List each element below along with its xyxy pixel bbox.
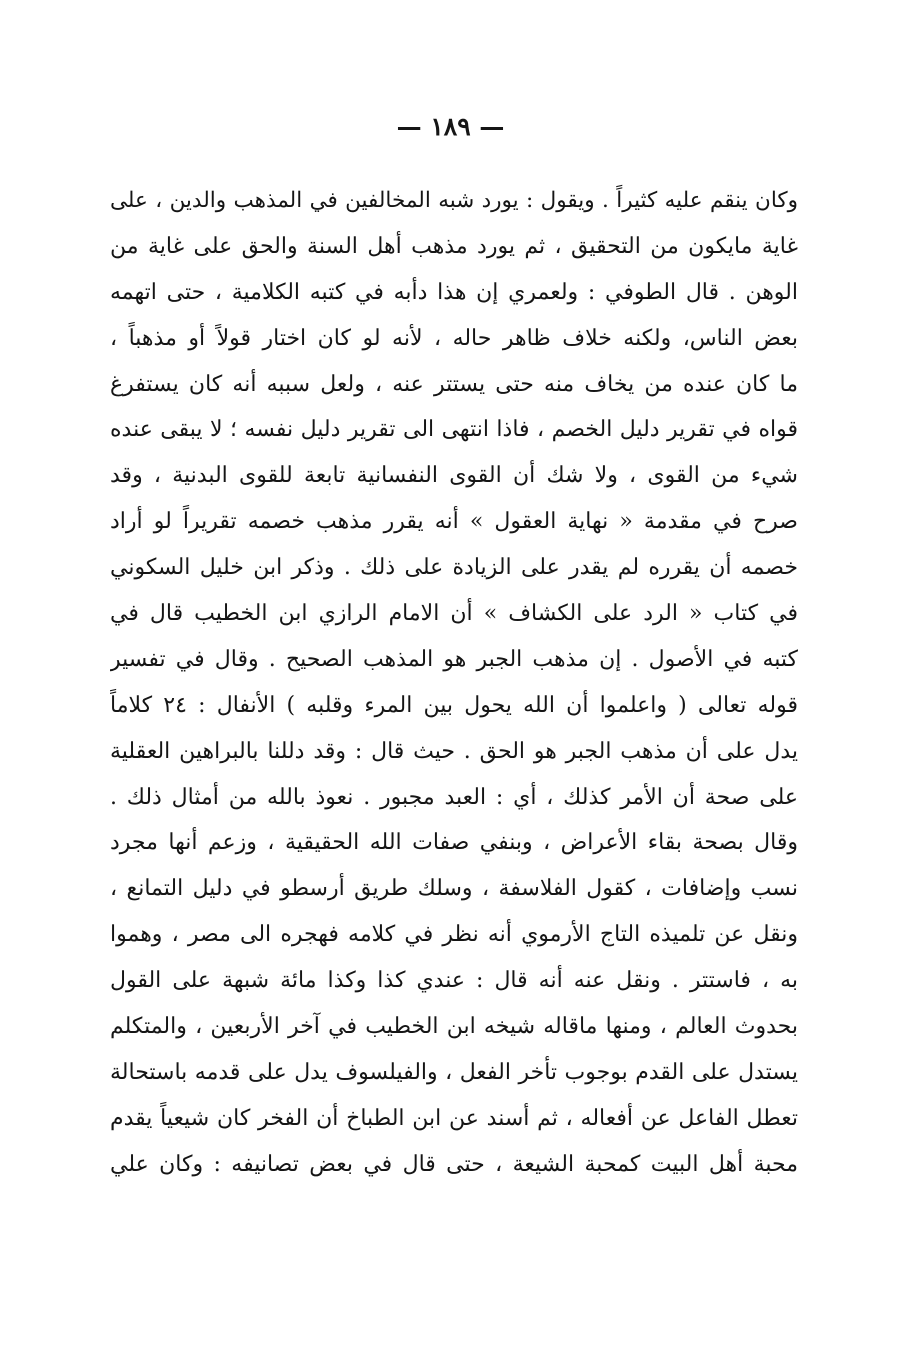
text-line: محبة أهل البيت كمحبة الشيعة ، حتى قال في بعض تصانيفه : وكان علي: [110, 1151, 798, 1177]
text-line: شيء من القوى ، ولا شك أن القوى النفسانية تابعة للقوى البدنية ، وقد: [110, 463, 798, 489]
text-line: وكان ينقم عليه كثيراً . ويقول : يورد شبه المخالفين في المذهب والدين ، على: [110, 188, 798, 213]
text-line: ما كان عنده من يخاف منه حتى يستتر عنه ، ولعل سببه أنه كان يستفرغ: [110, 371, 798, 397]
text-line: بحدوث العالم ، ومنها ماقاله شيخه ابن الخطيب في آخر الأربعين ، والمتكلم: [110, 1014, 798, 1040]
text-line: على صحة أن الأمر كذلك ، أي : العبد مجبور . نعوذ بالله من أمثال ذلك .: [110, 784, 798, 810]
text-line: صرح في مقدمة « نهاية العقول » أنه يقرر مذهب خصمه تقريراً لو أراد: [110, 509, 798, 535]
text-line: بعض الناس، ولكنه خلاف ظاهر حاله ، لأنه لو كان اختار قولاً أو مذهباً ،: [110, 325, 798, 351]
text-line: قواه في تقرير دليل الخصم ، فاذا انتهى الى تقرير دليل نفسه ؛ لا يبقى عنده: [110, 417, 798, 443]
text-line: ونقل عن تلميذه التاج الأرموي أنه نظر في كلامه فهجره الى مصر ، وهموا: [110, 922, 798, 948]
body-text: [110, 178, 798, 1188]
text-line: غاية مايكون من التحقيق ، ثم يورد مذهب أهل السنة والحق على غاية من: [110, 233, 798, 259]
text-line: نسب وإضافات ، كقول الفلاسفة ، وسلك طريق أرسطو في دليل التمانع ،: [110, 876, 798, 902]
text-line: في كتاب « الرد على الكشاف » أن الامام الرازي ابن الخطيب قال في: [110, 601, 798, 627]
text-line: قوله تعالى ( واعلموا أن الله يحول بين المرء وقلبه ) الأنفال : ٢٤ كلاماً: [110, 692, 798, 718]
text-line: به ، فاستتر . ونقل عنه أنه قال : عندي كذا وكذا مائة شبهة على القول: [110, 968, 798, 994]
text-line: وقال بصحة بقاء الأعراض ، وبنفي صفات الله الحقيقية ، وزعم أنها مجرد: [110, 830, 798, 856]
page-number: — ١٨٩ —: [396, 112, 505, 141]
text-line: خصمه أن يقرره لم يقدر على الزيادة على ذلك . وذكر ابن خليل السكوني: [110, 555, 798, 581]
text-line: تعطل الفاعل عن أفعاله ، ثم أسند عن ابن الطباخ أن الفخر كان شيعياً يقدم: [110, 1105, 798, 1131]
text-line: يدل على أن مذهب الجبر هو الحق . حيث قال : وقد دللنا بالبراهين العقلية: [110, 738, 798, 764]
text-line: كتبه في الأصول . إن مذهب الجبر هو المذهب الصحيح . وقال في تفسير: [110, 646, 798, 672]
text-line: الوهن . قال الطوفي : ولعمري إن هذا دأبه في كتبه الكلامية ، حتى اتهمه: [110, 279, 798, 305]
text-line: يستدل على القدم بوجوب تأخر الفعل ، والفيلسوف يدل على قدمه باستحالة: [110, 1059, 798, 1085]
